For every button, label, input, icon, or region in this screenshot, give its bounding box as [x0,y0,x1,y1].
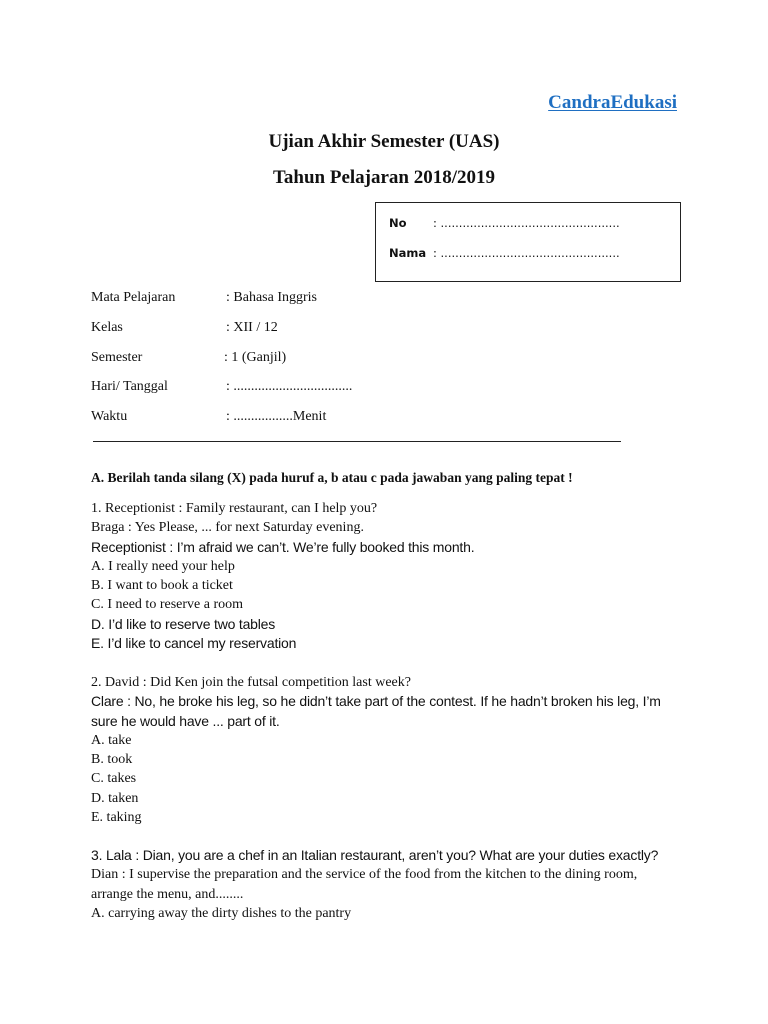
answer-option[interactable]: C. takes [91,771,137,787]
info-value: : 1 (Ganjil) [224,350,287,365]
exam-title: Ujian Akhir Semester (UAS) [268,131,500,152]
student-id-box [375,202,681,282]
question-line: 2. David : Did Ken join the futsal competition last week? [91,675,411,690]
question-line: Clare : No, he broke his leg, so he didn’t take part of the contest. If he hadn’t broken his leg, I’m sure he would have ... part of it. [91,693,661,729]
divider-line [93,441,621,442]
answer-option[interactable]: A. take [91,732,132,748]
question-line: 1. Receptionist : Family restaurant, can I help you? [91,501,378,516]
info-key: Waktu [91,409,128,424]
no-label: No [389,216,407,230]
id-row-no [389,216,620,230]
answer-option[interactable]: C. I need to reserve a room [91,597,243,613]
question-2 [91,673,691,827]
info-value[interactable]: : .................Menit [226,409,327,424]
answer-option[interactable]: D. taken [91,790,139,806]
question-3 [91,846,691,923]
exam-subtitle: Tahun Pelajaran 2018/2019 [272,167,496,188]
answer-option[interactable]: B. took [91,752,133,768]
id-row-nama [389,246,620,260]
info-value[interactable]: : .................................. [226,379,353,394]
info-value: : XII / 12 [226,320,278,335]
answer-option[interactable]: A. I really need your help [91,558,235,574]
answer-option[interactable]: B. I want to book a ticket [91,578,233,594]
question-1 [91,499,691,653]
info-key: Kelas [91,320,123,335]
answer-option[interactable]: D. I’d like to reserve two tables [91,615,276,632]
info-key: Semester [91,350,143,365]
nama-field[interactable]: : ................................................. [433,246,620,260]
section-a-instruction: A. Berilah tanda silang (X) pada huruf a, b atau c pada jawaban yang paling tepat ! [91,470,573,485]
answer-option[interactable]: E. I’d like to cancel my reservation [91,635,297,652]
info-key: Mata Pelajaran [91,290,176,305]
answer-option[interactable]: A. carrying away the dirty dishes to the pantry [91,905,352,921]
nama-label: Nama [389,246,427,260]
question-line: Dian : I supervise the preparation and the service of the food from the kitchen to the dining room, arrange the menu, and........ [91,867,638,902]
info-value: : Bahasa Inggris [226,290,317,305]
brand-logo-text[interactable]: CandraEdukasi [548,92,677,113]
answer-option[interactable]: E. taking [91,810,142,826]
question-line: Receptionist : I’m afraid we can’t. We’re fully booked this month. [91,538,475,555]
info-key: Hari/ Tanggal [91,379,168,394]
question-line: 3. Lala : Dian, you are a chef in an Italian restaurant, aren’t you? What are your duties exactly? [91,847,659,863]
no-field[interactable]: : ................................................. [433,216,620,230]
question-line: Braga : Yes Please, ... for next Saturday evening. [91,520,364,536]
